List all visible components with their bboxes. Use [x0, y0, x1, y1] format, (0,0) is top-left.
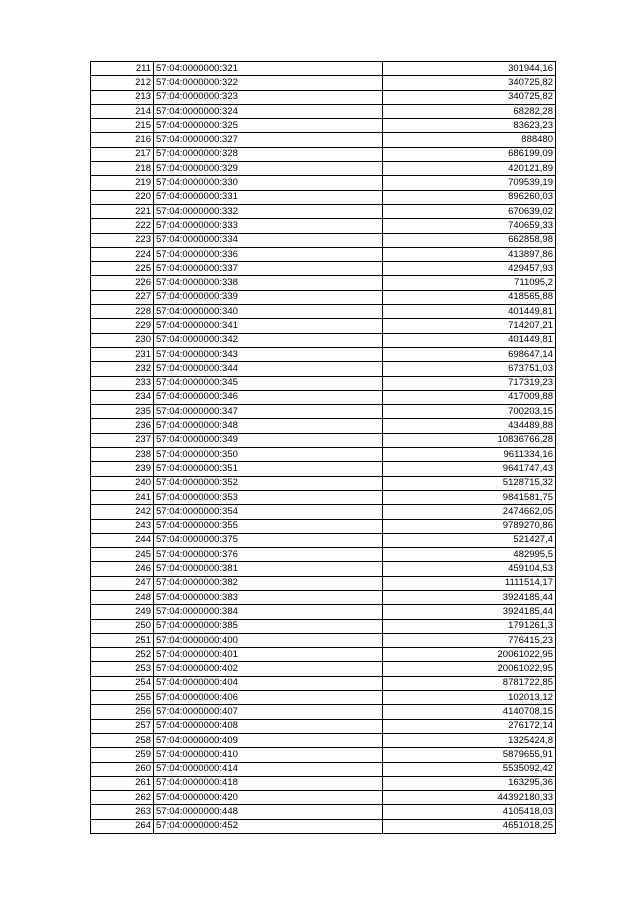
table-row — [91, 247, 556, 261]
row-number-cell: 214 — [91, 104, 154, 118]
row-number-cell: 237 — [91, 433, 154, 447]
cadastral-value-cell: 9841581,75 — [383, 490, 556, 504]
table-row — [91, 505, 556, 519]
cadastral-number-cell: 57:04:0000000:350 — [154, 448, 383, 462]
table-row — [91, 62, 556, 76]
row-number-cell: 227 — [91, 290, 154, 304]
cadastral-number-cell: 57:04:0000000:334 — [154, 233, 383, 247]
row-number-cell: 262 — [91, 791, 154, 805]
table-row — [91, 562, 556, 576]
row-number-cell: 230 — [91, 333, 154, 347]
row-number-cell: 242 — [91, 505, 154, 519]
table-row — [91, 319, 556, 333]
cadastral-number-cell: 57:04:0000000:406 — [154, 691, 383, 705]
table-row — [91, 776, 556, 790]
cadastral-value-table — [90, 61, 556, 834]
row-number-cell: 243 — [91, 519, 154, 533]
cadastral-value-cell: 686199,09 — [383, 147, 556, 161]
cadastral-number-cell: 57:04:0000000:410 — [154, 748, 383, 762]
table-row — [91, 76, 556, 90]
row-number-cell: 247 — [91, 576, 154, 590]
cadastral-value-cell: 401449,81 — [383, 333, 556, 347]
cadastral-number-cell: 57:04:0000000:330 — [154, 176, 383, 190]
cadastral-value-cell: 9611334,16 — [383, 448, 556, 462]
row-number-cell: 222 — [91, 219, 154, 233]
cadastral-value-cell: 700203,15 — [383, 405, 556, 419]
row-number-cell: 236 — [91, 419, 154, 433]
cadastral-number-cell: 57:04:0000000:414 — [154, 762, 383, 776]
row-number-cell: 240 — [91, 476, 154, 490]
table-row — [91, 347, 556, 361]
cadastral-number-cell: 57:04:0000000:376 — [154, 548, 383, 562]
cadastral-value-cell: 20061022,95 — [383, 648, 556, 662]
cadastral-value-cell: 698647,14 — [383, 347, 556, 361]
cadastral-value-cell: 340725,82 — [383, 90, 556, 104]
row-number-cell: 219 — [91, 176, 154, 190]
row-number-cell: 233 — [91, 376, 154, 390]
cadastral-value-cell: 896260,03 — [383, 190, 556, 204]
row-number-cell: 256 — [91, 705, 154, 719]
table-row — [91, 233, 556, 247]
cadastral-value-cell: 413897,86 — [383, 247, 556, 261]
row-number-cell: 221 — [91, 204, 154, 218]
cadastral-number-cell: 57:04:0000000:345 — [154, 376, 383, 390]
cadastral-number-cell: 57:04:0000000:323 — [154, 90, 383, 104]
row-number-cell: 235 — [91, 405, 154, 419]
row-number-cell: 239 — [91, 462, 154, 476]
cadastral-value-cell: 420121,89 — [383, 162, 556, 176]
table-row — [91, 133, 556, 147]
cadastral-number-cell: 57:04:0000000:353 — [154, 490, 383, 504]
row-number-cell: 254 — [91, 676, 154, 690]
row-number-cell: 255 — [91, 691, 154, 705]
cadastral-number-cell: 57:04:0000000:333 — [154, 219, 383, 233]
table-row — [91, 548, 556, 562]
row-number-cell: 228 — [91, 305, 154, 319]
table-row — [91, 748, 556, 762]
cadastral-number-cell: 57:04:0000000:382 — [154, 576, 383, 590]
cadastral-value-cell: 9641747,43 — [383, 462, 556, 476]
table-row — [91, 605, 556, 619]
cadastral-number-cell: 57:04:0000000:409 — [154, 733, 383, 747]
cadastral-value-cell: 5535092,42 — [383, 762, 556, 776]
table-row — [91, 362, 556, 376]
table-row — [91, 476, 556, 490]
cadastral-value-cell: 717319,23 — [383, 376, 556, 390]
row-number-cell: 264 — [91, 819, 154, 833]
cadastral-value-cell: 83623,23 — [383, 119, 556, 133]
table-row — [91, 533, 556, 547]
cadastral-number-cell: 57:04:0000000:420 — [154, 791, 383, 805]
row-number-cell: 218 — [91, 162, 154, 176]
table-row — [91, 104, 556, 118]
table-row — [91, 433, 556, 447]
table-row — [91, 276, 556, 290]
row-number-cell: 257 — [91, 719, 154, 733]
table-row — [91, 162, 556, 176]
cadastral-value-cell: 417009,88 — [383, 390, 556, 404]
cadastral-value-cell: 4651018,25 — [383, 819, 556, 833]
table-row — [91, 519, 556, 533]
row-number-cell: 217 — [91, 147, 154, 161]
cadastral-value-cell: 459104,53 — [383, 562, 556, 576]
cadastral-number-cell: 57:04:0000000:346 — [154, 390, 383, 404]
table-body — [91, 62, 556, 834]
cadastral-number-cell: 57:04:0000000:341 — [154, 319, 383, 333]
cadastral-number-cell: 57:04:0000000:401 — [154, 648, 383, 662]
row-number-cell: 259 — [91, 748, 154, 762]
cadastral-number-cell: 57:04:0000000:448 — [154, 805, 383, 819]
cadastral-value-cell: 3924185,44 — [383, 590, 556, 604]
table-row — [91, 619, 556, 633]
row-number-cell: 223 — [91, 233, 154, 247]
cadastral-value-cell: 1325424,8 — [383, 733, 556, 747]
table-row — [91, 633, 556, 647]
cadastral-value-cell: 521427,4 — [383, 533, 556, 547]
row-number-cell: 225 — [91, 262, 154, 276]
cadastral-number-cell: 57:04:0000000:402 — [154, 662, 383, 676]
cadastral-number-cell: 57:04:0000000:384 — [154, 605, 383, 619]
row-number-cell: 253 — [91, 662, 154, 676]
row-number-cell: 215 — [91, 119, 154, 133]
table-row — [91, 147, 556, 161]
cadastral-number-cell: 57:04:0000000:322 — [154, 76, 383, 90]
row-number-cell: 213 — [91, 90, 154, 104]
cadastral-number-cell: 57:04:0000000:383 — [154, 590, 383, 604]
table-row — [91, 662, 556, 676]
cadastral-value-cell: 163295,36 — [383, 776, 556, 790]
row-number-cell: 232 — [91, 362, 154, 376]
cadastral-number-cell: 57:04:0000000:355 — [154, 519, 383, 533]
row-number-cell: 263 — [91, 805, 154, 819]
cadastral-number-cell: 57:04:0000000:331 — [154, 190, 383, 204]
table-row — [91, 676, 556, 690]
cadastral-value-cell: 276172,14 — [383, 719, 556, 733]
table-row — [91, 390, 556, 404]
row-number-cell: 220 — [91, 190, 154, 204]
table-row — [91, 290, 556, 304]
table-row — [91, 204, 556, 218]
table-row — [91, 576, 556, 590]
cadastral-number-cell: 57:04:0000000:327 — [154, 133, 383, 147]
cadastral-value-cell: 8781722,85 — [383, 676, 556, 690]
cadastral-number-cell: 57:04:0000000:328 — [154, 147, 383, 161]
table-row — [91, 691, 556, 705]
table-row — [91, 733, 556, 747]
row-number-cell: 238 — [91, 448, 154, 462]
cadastral-value-cell: 1791261,3 — [383, 619, 556, 633]
cadastral-value-cell: 44392180,33 — [383, 791, 556, 805]
cadastral-number-cell: 57:04:0000000:338 — [154, 276, 383, 290]
cadastral-number-cell: 57:04:0000000:340 — [154, 305, 383, 319]
table-row — [91, 176, 556, 190]
cadastral-value-cell: 301944,16 — [383, 62, 556, 76]
cadastral-number-cell: 57:04:0000000:352 — [154, 476, 383, 490]
cadastral-value-cell: 1111514,17 — [383, 576, 556, 590]
cadastral-number-cell: 57:04:0000000:351 — [154, 462, 383, 476]
row-number-cell: 224 — [91, 247, 154, 261]
row-number-cell: 246 — [91, 562, 154, 576]
cadastral-value-cell: 10836766,28 — [383, 433, 556, 447]
row-number-cell: 250 — [91, 619, 154, 633]
cadastral-number-cell: 57:04:0000000:343 — [154, 347, 383, 361]
row-number-cell: 261 — [91, 776, 154, 790]
row-number-cell: 216 — [91, 133, 154, 147]
row-number-cell: 212 — [91, 76, 154, 90]
row-number-cell: 226 — [91, 276, 154, 290]
table-row — [91, 490, 556, 504]
table-row — [91, 448, 556, 462]
row-number-cell: 241 — [91, 490, 154, 504]
cadastral-number-cell: 57:04:0000000:408 — [154, 719, 383, 733]
cadastral-number-cell: 57:04:0000000:325 — [154, 119, 383, 133]
table-row — [91, 590, 556, 604]
cadastral-number-cell: 57:04:0000000:329 — [154, 162, 383, 176]
row-number-cell: 251 — [91, 633, 154, 647]
table-row — [91, 462, 556, 476]
cadastral-number-cell: 57:04:0000000:349 — [154, 433, 383, 447]
cadastral-value-cell: 3924185,44 — [383, 605, 556, 619]
cadastral-value-cell: 68282,28 — [383, 104, 556, 118]
row-number-cell: 248 — [91, 590, 154, 604]
table-row — [91, 219, 556, 233]
cadastral-value-cell: 711095,2 — [383, 276, 556, 290]
cadastral-number-cell: 57:04:0000000:452 — [154, 819, 383, 833]
cadastral-number-cell: 57:04:0000000:385 — [154, 619, 383, 633]
table-row — [91, 705, 556, 719]
cadastral-number-cell: 57:04:0000000:381 — [154, 562, 383, 576]
row-number-cell: 252 — [91, 648, 154, 662]
cadastral-value-cell: 888480 — [383, 133, 556, 147]
cadastral-value-cell: 434489,88 — [383, 419, 556, 433]
cadastral-value-cell: 4105418,03 — [383, 805, 556, 819]
row-number-cell: 249 — [91, 605, 154, 619]
cadastral-value-cell: 340725,82 — [383, 76, 556, 90]
cadastral-value-cell: 673751,03 — [383, 362, 556, 376]
table-row — [91, 305, 556, 319]
cadastral-number-cell: 57:04:0000000:418 — [154, 776, 383, 790]
cadastral-number-cell: 57:04:0000000:337 — [154, 262, 383, 276]
cadastral-number-cell: 57:04:0000000:339 — [154, 290, 383, 304]
cadastral-value-cell: 709539,19 — [383, 176, 556, 190]
table-row — [91, 376, 556, 390]
cadastral-number-cell: 57:04:0000000:344 — [154, 362, 383, 376]
table-row — [91, 90, 556, 104]
row-number-cell: 260 — [91, 762, 154, 776]
table-row — [91, 119, 556, 133]
cadastral-value-cell: 102013,12 — [383, 691, 556, 705]
cadastral-value-cell: 482995,5 — [383, 548, 556, 562]
cadastral-number-cell: 57:04:0000000:354 — [154, 505, 383, 519]
cadastral-value-cell: 401449,81 — [383, 305, 556, 319]
table-row — [91, 419, 556, 433]
row-number-cell: 231 — [91, 347, 154, 361]
cadastral-number-cell: 57:04:0000000:348 — [154, 419, 383, 433]
cadastral-number-cell: 57:04:0000000:342 — [154, 333, 383, 347]
row-number-cell: 245 — [91, 548, 154, 562]
row-number-cell: 234 — [91, 390, 154, 404]
cadastral-value-cell: 5128715,32 — [383, 476, 556, 490]
cadastral-value-cell: 740659,33 — [383, 219, 556, 233]
cadastral-number-cell: 57:04:0000000:375 — [154, 533, 383, 547]
cadastral-number-cell: 57:04:0000000:336 — [154, 247, 383, 261]
cadastral-value-cell: 670639,02 — [383, 204, 556, 218]
table-row — [91, 805, 556, 819]
cadastral-number-cell: 57:04:0000000:404 — [154, 676, 383, 690]
table-row — [91, 719, 556, 733]
table-row — [91, 333, 556, 347]
table-row — [91, 648, 556, 662]
cadastral-value-cell: 4140708,15 — [383, 705, 556, 719]
cadastral-number-cell: 57:04:0000000:332 — [154, 204, 383, 218]
cadastral-value-cell: 662858,98 — [383, 233, 556, 247]
cadastral-number-cell: 57:04:0000000:321 — [154, 62, 383, 76]
row-number-cell: 244 — [91, 533, 154, 547]
cadastral-value-cell: 5879655,91 — [383, 748, 556, 762]
cadastral-value-cell: 20061022,95 — [383, 662, 556, 676]
cadastral-value-cell: 776415,23 — [383, 633, 556, 647]
cadastral-number-cell: 57:04:0000000:324 — [154, 104, 383, 118]
row-number-cell: 229 — [91, 319, 154, 333]
cadastral-value-cell: 418565,88 — [383, 290, 556, 304]
cadastral-value-cell: 429457,93 — [383, 262, 556, 276]
row-number-cell: 211 — [91, 62, 154, 76]
cadastral-number-cell: 57:04:0000000:347 — [154, 405, 383, 419]
table-row — [91, 190, 556, 204]
table-row — [91, 405, 556, 419]
table-row — [91, 791, 556, 805]
cadastral-value-cell: 2474662,05 — [383, 505, 556, 519]
table-row — [91, 819, 556, 833]
cadastral-number-cell: 57:04:0000000:407 — [154, 705, 383, 719]
row-number-cell: 258 — [91, 733, 154, 747]
table-row — [91, 762, 556, 776]
cadastral-number-cell: 57:04:0000000:400 — [154, 633, 383, 647]
table-row — [91, 262, 556, 276]
cadastral-value-cell: 714207,21 — [383, 319, 556, 333]
cadastral-value-cell: 9789270,86 — [383, 519, 556, 533]
